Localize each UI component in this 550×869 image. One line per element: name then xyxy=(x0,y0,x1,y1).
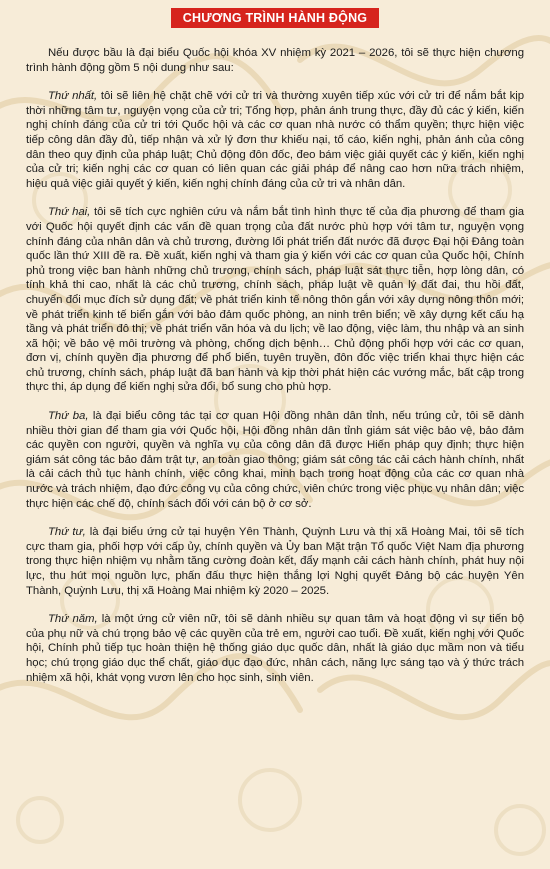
item-paragraph-2 xyxy=(26,205,524,395)
item-text-4: là đại biểu ứng cử tại huyện Yên Thành, Quỳnh Lưu và thị xã Hoàng Mai, tôi sẽ tích cực tham gia, phối hợp với cấp ủy, chính quyền và Ủy ban Mặt trận Tổ quốc Việt Nam địa phương trong thực hiện nhiệm vụ nhằm tăng cường đoàn kết, đẩy mạnh cải cách hành chính, phát huy nội lực, thu hút mọi nguồn lực, phấn đấu thực hiện thắng lợi Nghị quyết Đảng bộ các huyện Yên Thành, Quỳnh Lưu, thị xã Hoàng Mai nhiệm kỳ 2020 – 2025. xyxy=(26,526,524,597)
intro-paragraph: Nếu được bầu là đại biểu Quốc hội khóa XV nhiệm kỳ 2021 – 2026, tôi sẽ thực hiện chương trình hành động gồm 5 nội dung như sau: xyxy=(26,47,524,74)
item-lead-1: Thứ nhất, xyxy=(48,90,98,103)
title-wrap xyxy=(26,8,524,28)
item-lead-5: Thứ năm, xyxy=(48,613,98,626)
item-paragraph-3 xyxy=(26,409,524,511)
item-lead-2: Thứ hai, xyxy=(48,206,91,219)
item-text-5: là một ứng cử viên nữ, tôi sẽ dành nhiều sự quan tâm và hoạt động vì sự tiến bộ của phụ nữ và chú trọng bảo vệ các quyền của trẻ em, người cao tuổi. Đề xuất, kiến nghị với Quốc hội, Chính phủ tiếp tục hoàn thiện hệ thống giáo dục quốc dân, nhất là giáo dục mầm non và tiểu học; chú trọng giáo dục thể chất, giáo dục đạo đức, nhân cách, năng lực sáng tạo và ý thức trách nhiệm xã hội, khát vọng vươn lên cho học sinh, sinh viên. xyxy=(26,613,524,684)
page-title: CHƯƠNG TRÌNH HÀNH ĐỘNG xyxy=(171,8,379,28)
item-text-2: tôi sẽ tích cực nghiên cứu và nắm bắt tình hình thực tế của địa phương để tham gia với Quốc hội quyết định các vấn đề quan trọng của đất nước phù hợp với tâm tư, nguyện vọng chính đáng của nhân dân và chủ trương, đường lối phát triển đất nước đã được Đại hội Đảng toàn quốc lần thứ XIII đề ra. Đề xuất, kiến nghị và tham gia ý kiến với các cơ quan của Quốc hội, Chính phủ trong việc ban hành những chủ trương, chính sách, pháp luật sát thực tiễn, hợp lòng dân, có tính khả thi cao, nhất là các chủ trương, chính sách, pháp luật về quản lý đất đai, thu hồi đất, chuyển đổi mục đích sử dụng đất; về phát triển kinh tế nông thôn gắn với xây dựng nông thôn mới; về phát triển kinh tế biển gắn với bảo đảm quốc phòng, an ninh trên biển; về xây dựng kết cấu hạ tầng và phát triển đô thị; về phát triển văn hóa và du lịch; về lao động, việc làm, thu nhập và an sinh xã hội; về bảo vệ môi trường và phòng, chống dịch bệnh… Chủ động phối hợp với các cơ quan, đơn vị, chính quyền địa phương để phổ biến, tuyên truyền, đôn đốc việc triển khai thực hiện các chủ trương, chính sách, pháp luật đã ban hành và kịp thời phát hiện các vướng mắc, bất cập trong thực thi, áp dụng để kiến nghị sửa đổi, bổ sung cho phù hợp. xyxy=(26,206,524,394)
item-paragraph-5 xyxy=(26,612,524,685)
item-text-3: là đại biểu công tác tại cơ quan Hội đồng nhân dân tỉnh, nếu trúng cử, tôi sẽ dành nhiều thời gian để tham gia với Quốc hội, Hội đồng nhân dân tỉnh giám sát việc bảo vệ, bảo đảm các quyền con người, quyền và nghĩa vụ của công dân đã được Hiến pháp quy định; thực hiện giám sát công tác bảo đảm trật tự, an toàn giao thông; giám sát công tác cải cách hành chính, nhất là cải cách thủ tục hành chính, việc công khai, minh bạch trong hoạt động của các cơ quan nhà nước và trách nhiệm, đạo đức công vụ của công chức, viên chức trong việc phục vụ nhân dân; việc thực hiện các chế độ, chính sách đối với cán bộ ở cơ sở. xyxy=(26,410,524,510)
item-lead-3: Thứ ba, xyxy=(48,410,89,423)
item-text-1: tôi sẽ liên hệ chặt chẽ với cử tri và thường xuyên tiếp xúc với cử tri để nắm bắt kịp thời những tâm tư, nguyện vọng của cử tri; Tổng hợp, phản ánh trung thực, đầy đủ các ý kiến, kiến nghị chính đáng của cử tri tới Quốc hội và các cơ quan nhà nước có thẩm quyền; thực hiện việc tiếp công dân đầy đủ, tiếp nhận và xử lý đơn thư khiếu nại, tố cáo, kiến nghị, phản ánh của công dân theo quy định của pháp luật; Chủ động đôn đốc, đeo bám việc giải quyết các ý kiến, kiến nghị của cử tri; kiến nghị các cơ quan có liên quan các giải pháp để nâng cao hơn nữa trách nhiệm, hiệu quả việc giải quyết ý kiến, kiến nghị chính đáng của cử tri và nhân dân. xyxy=(26,90,525,190)
item-paragraph-1 xyxy=(26,89,524,191)
item-paragraph-4 xyxy=(26,525,524,598)
item-lead-4: Thứ tư, xyxy=(48,526,86,539)
